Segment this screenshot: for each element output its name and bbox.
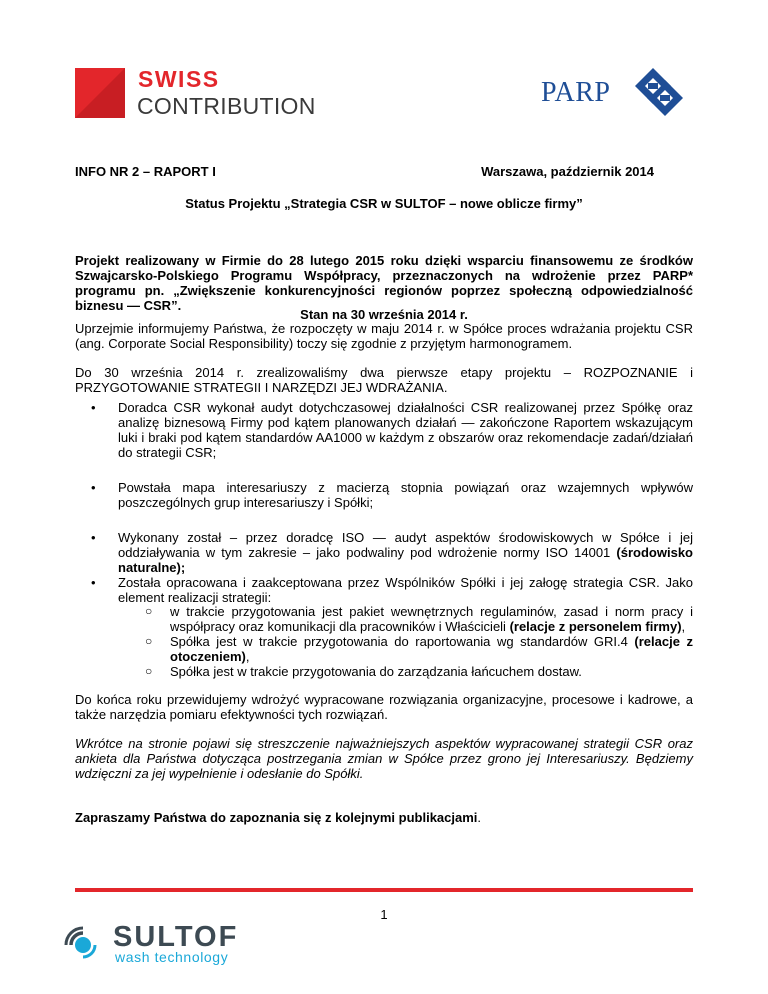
swiss-contribution-logo [75, 68, 337, 118]
bullet-list [91, 400, 693, 605]
paragraph-3: Do końca roku przewidujemy wdrożyć wypracowane rozwiązania organizacyjne, procesowe i kadrowe, a także narzędzia pomiaru efektywności tych rozwiązań. [75, 692, 693, 722]
footer-divider [75, 888, 693, 892]
list-item [91, 480, 693, 510]
bullet-icon: • [91, 530, 96, 545]
page-number: 1 [380, 907, 388, 922]
paragraph-5 [75, 810, 693, 825]
bullet-text: Została opracowana i zaakceptowana przez Wspólników Spółki i jej załogę strategia CSR. Jako element realizacji strategii: [118, 575, 693, 605]
bullet-icon: • [91, 400, 96, 415]
swiss-flag-icon [75, 68, 125, 118]
bullet-icon: • [91, 575, 96, 590]
sultof-name: SULTOF [113, 921, 239, 953]
sub-end: , [245, 649, 250, 664]
report-date: Warszawa, październik 2014 [481, 164, 654, 179]
sub-emphasis: (relacje z personelem firmy) [509, 619, 682, 634]
sultof-logo [63, 921, 243, 963]
status-title: Status Projektu „Strategia CSR w SULTOF – nowe oblicze firmy” [185, 196, 583, 211]
list-item [91, 400, 693, 460]
intro-paragraph: Projekt realizowany w Firmie do 28 lutego 2015 roku dzięki wsparciu finansowemu ze środków Szwajcarsko-Polskiego Programu Współpracy, przeznaczonych na wdrożenie przez PARP* programu pn. „Zwiększenie konkurencyjności regionów poprzez społeczną odpowiedzialność biznesu — CSR”. [75, 253, 693, 313]
bullet-text: Wykonany został – przez doradcę ISO — audyt aspektów środowiskowych w Spółce i jej oddziaływania w tym zakresie – jako podwaliny pod wdrożenie normy ISO 14001 [118, 530, 693, 560]
sub-end: , [681, 619, 686, 634]
sub-text: Spółka jest w trakcie przygotowania do raportowania wg standardów GRI.4 [170, 634, 635, 649]
swiss-logo-line2: CONTRIBUTION [137, 93, 316, 119]
stan-heading: Stan na 30 września 2014 r. [300, 307, 468, 322]
bullet-emphasis: (środowisko naturalne); [118, 545, 693, 575]
circle-bullet-icon: ○ [145, 604, 153, 618]
list-item [91, 575, 693, 605]
list-item [145, 634, 693, 664]
list-item [91, 530, 693, 575]
circle-bullet-icon: ○ [145, 664, 153, 678]
bullet-text: Doradca CSR wykonał audyt dotychczasowej działalności CSR realizowanej przez Spółkę oraz analizę biznesową Firmy pod kątem planowanych działań — zakończone Raportem wskazującym luki i braki pod kątem standardów AA1000 w każdym z obszarów oraz rekomendacje zadań/działań do strategii CSR; [118, 400, 693, 460]
sultof-mark-icon [63, 921, 107, 963]
sultof-tagline: wash technology [115, 949, 229, 965]
circle-bullet-icon: ○ [145, 634, 153, 648]
parp-logo [541, 66, 695, 120]
paragraph-1: Uprzejmie informujemy Państwa, że rozpoczęty w maju 2014 r. w Spółce proces wdrażania projektu CSR (ang. Corporate Social Responsibility) toczy się zgodnie z przyjętym harmonogramem. [75, 321, 693, 351]
bullet-icon: • [91, 480, 96, 495]
closing-text: Zapraszamy Państwa do zapoznania się z kolejnymi publikacjami [75, 810, 478, 825]
parp-logo-text: PARP [541, 77, 611, 108]
sub-text: w trakcie przygotowania jest pakiet wewnętrznych regulaminów, zasad i norm pracy i współpracy oraz komunikacji dla pracowników i Właścicieli [170, 604, 693, 634]
sub-list [145, 604, 693, 679]
list-item [145, 664, 693, 679]
report-number: INFO NR 2 – RAPORT I [75, 164, 216, 179]
parp-mark-icon [627, 66, 691, 120]
swiss-logo-line1: SWISS [138, 66, 220, 92]
list-item [145, 604, 693, 634]
sub-text: Spółka jest w trakcie przygotowania do zarządzania łańcuchem dostaw. [170, 664, 582, 679]
bullet-text: Powstała mapa interesariuszy z macierzą stopnia powiązań oraz wzajemnych wpływów poszczególnych grup interesariuszy i Spółki; [118, 480, 693, 510]
paragraph-2: Do 30 września 2014 r. zrealizowaliśmy dwa pierwsze etapy projektu – ROZPOZNANIE i PRZYGOTOWANIE STRATEGII I NARZĘDZI JEJ WDRAŻANIA. [75, 365, 693, 395]
sub-emphasis: (relacje z otoczeniem) [170, 634, 693, 664]
paragraph-4: Wkrótce na stronie pojawi się streszczenie najważniejszych aspektów wypracowanej strategii CSR oraz ankieta dla Państwa dotycząca postrzegania zmian w Spółce przez grono jej Interesariuszy. Będziemy wdzięczni za jej wypełnienie i odesłanie do Spółki. [75, 736, 693, 781]
closing-period: . [477, 810, 482, 825]
